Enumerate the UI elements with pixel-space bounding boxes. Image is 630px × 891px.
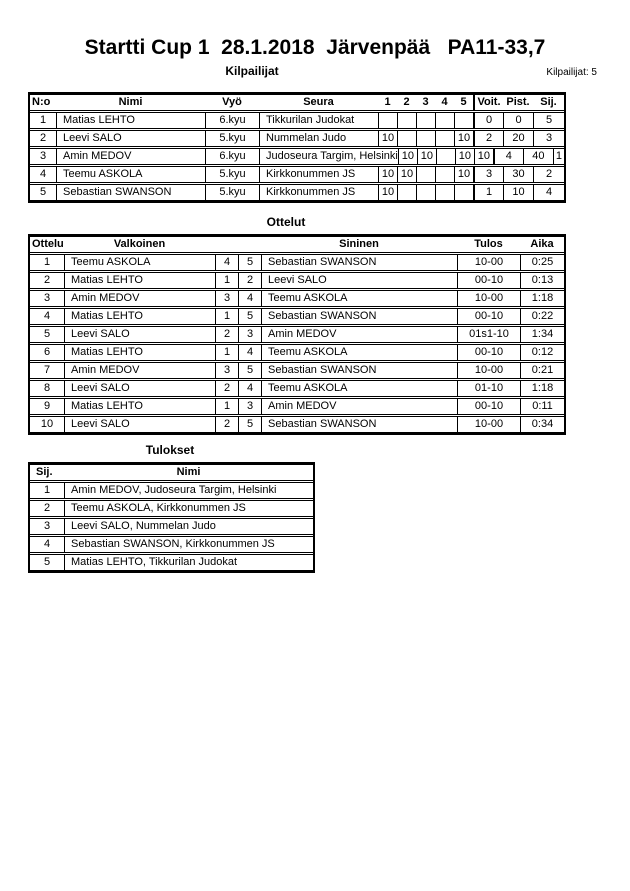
cell-pist: 40 bbox=[523, 149, 553, 164]
cell-blue-number: 4 bbox=[238, 381, 261, 396]
header-vyo: Vyö bbox=[222, 96, 242, 108]
cell-nimi: Teemu ASKOLA bbox=[56, 167, 205, 182]
cell-blue-number: 3 bbox=[238, 399, 261, 414]
section-title-ottelut: Ottelut bbox=[266, 215, 306, 229]
cell-white-number: 2 bbox=[215, 327, 238, 342]
page-title: Startti Cup 1 28.1.2018 Järvenpää PA11-33,7 bbox=[84, 36, 546, 59]
table-row bbox=[30, 344, 564, 361]
header-white-number bbox=[215, 237, 238, 252]
header-round-1: 1 bbox=[384, 96, 391, 108]
cell-place: 5 bbox=[43, 556, 51, 568]
cell-blue-name: Sebastian SWANSON bbox=[261, 363, 457, 378]
cell-competitor: Sebastian SWANSON, Kirkkonummen JS bbox=[64, 537, 313, 552]
cell-white-name: Leevi SALO bbox=[64, 417, 215, 432]
cell-blue-name: Teemu ASKOLA bbox=[261, 345, 457, 360]
cell-time: 1:18 bbox=[520, 381, 564, 396]
header-sij: Sij. bbox=[36, 466, 53, 478]
table-row bbox=[30, 326, 564, 343]
cell-nimi: Matias LEHTO bbox=[56, 113, 205, 128]
table-row bbox=[30, 254, 564, 271]
cell-pist: 0 bbox=[503, 113, 533, 128]
cell-round bbox=[454, 185, 473, 200]
cell-seura: Nummelan Judo bbox=[259, 131, 378, 146]
header-round-2: 2 bbox=[403, 96, 410, 108]
table-row bbox=[30, 184, 564, 201]
header-voit: Voit. bbox=[473, 95, 503, 110]
cell-competitor: Amin MEDOV, Judoseura Targim, Helsinki bbox=[64, 483, 313, 498]
header-round-3: 3 bbox=[422, 96, 429, 108]
cell-result: 01s1-10 bbox=[457, 327, 520, 342]
cell-match-no: 6 bbox=[43, 346, 51, 358]
cell-white-number: 3 bbox=[215, 363, 238, 378]
table-row bbox=[30, 272, 564, 289]
cell-round bbox=[416, 131, 435, 146]
cell-white-name: Matias LEHTO bbox=[64, 309, 215, 324]
cell-sij: 5 bbox=[533, 113, 564, 128]
cell-seura: Judoseura Targim, Helsinki bbox=[259, 149, 398, 164]
cell-round bbox=[416, 185, 435, 200]
cell-pist: 10 bbox=[503, 185, 533, 200]
cell-voit: 1 bbox=[473, 185, 503, 200]
cell-no: 2 bbox=[39, 132, 47, 144]
cell-round bbox=[416, 167, 435, 182]
cell-place: 3 bbox=[43, 520, 51, 532]
cell-result: 00-10 bbox=[457, 309, 520, 324]
cell-white-name: Matias LEHTO bbox=[64, 273, 215, 288]
cell-round: 10 bbox=[417, 149, 436, 164]
cell-white-name: Amin MEDOV bbox=[64, 291, 215, 306]
cell-round bbox=[454, 113, 473, 128]
cell-seura: Tikkurilan Judokat bbox=[259, 113, 378, 128]
cell-place: 1 bbox=[43, 484, 51, 496]
section-title-tulokset: Tulokset bbox=[145, 443, 195, 457]
cell-white-name: Matias LEHTO bbox=[64, 345, 215, 360]
table-row bbox=[30, 536, 313, 553]
table-row bbox=[30, 416, 564, 433]
cell-place: 2 bbox=[43, 502, 51, 514]
cell-blue-number: 3 bbox=[238, 327, 261, 342]
cell-white-number: 1 bbox=[215, 399, 238, 414]
cell-blue-name: Amin MEDOV bbox=[261, 327, 457, 342]
cell-time: 0:22 bbox=[520, 309, 564, 324]
cell-round bbox=[416, 113, 435, 128]
cell-blue-number: 5 bbox=[238, 363, 261, 378]
cell-time: 1:34 bbox=[520, 327, 564, 342]
cell-nimi: Leevi SALO bbox=[56, 131, 205, 146]
cell-round bbox=[436, 149, 455, 164]
competitors-header-row bbox=[30, 94, 564, 111]
header-nimi: Nimi bbox=[118, 96, 143, 108]
cell-round bbox=[435, 167, 454, 182]
cell-white-number: 3 bbox=[215, 291, 238, 306]
cell-match-no: 3 bbox=[43, 292, 51, 304]
cell-result: 10-00 bbox=[457, 291, 520, 306]
cell-no: 5 bbox=[39, 186, 47, 198]
cell-round: 10 bbox=[474, 149, 493, 164]
header-round-5: 5 bbox=[460, 96, 467, 108]
header-tulos: Tulos bbox=[474, 238, 503, 250]
cell-vyo: 6.kyu bbox=[205, 149, 259, 164]
table-row bbox=[30, 112, 564, 129]
cell-round: 10 bbox=[397, 167, 416, 182]
cell-match-no: 10 bbox=[40, 418, 54, 430]
cell-blue-number: 2 bbox=[238, 273, 261, 288]
cell-round: 10 bbox=[378, 185, 397, 200]
cell-blue-name: Teemu ASKOLA bbox=[261, 381, 457, 396]
cell-match-no: 9 bbox=[43, 400, 51, 412]
cell-nimi: Amin MEDOV bbox=[56, 149, 205, 164]
header-aika: Aika bbox=[530, 238, 554, 250]
cell-blue-number: 4 bbox=[238, 291, 261, 306]
cell-round: 10 bbox=[454, 167, 473, 182]
cell-white-name: Amin MEDOV bbox=[64, 363, 215, 378]
results-header-row bbox=[30, 464, 313, 481]
cell-competitor: Matias LEHTO, Tikkurilan Judokat bbox=[64, 555, 313, 570]
cell-result: 00-10 bbox=[457, 273, 520, 288]
header-seura: Seura bbox=[303, 96, 334, 108]
cell-voit: 4 bbox=[493, 149, 523, 164]
cell-vyo: 5.kyu bbox=[205, 167, 259, 182]
cell-white-number: 1 bbox=[215, 309, 238, 324]
table-row bbox=[30, 308, 564, 325]
cell-blue-name: Amin MEDOV bbox=[261, 399, 457, 414]
table-row bbox=[30, 482, 313, 499]
cell-competitor: Teemu ASKOLA, Kirkkonummen JS bbox=[64, 501, 313, 516]
cell-pist: 30 bbox=[503, 167, 533, 182]
cell-pist: 20 bbox=[503, 131, 533, 146]
cell-blue-number: 5 bbox=[238, 417, 261, 432]
table-row bbox=[30, 518, 313, 535]
cell-no: 1 bbox=[39, 114, 47, 126]
cell-blue-name: Sebastian SWANSON bbox=[261, 417, 457, 432]
table-row bbox=[30, 130, 564, 147]
cell-match-no: 8 bbox=[43, 382, 51, 394]
cell-vyo: 5.kyu bbox=[205, 131, 259, 146]
cell-voit: 3 bbox=[473, 167, 503, 182]
table-row bbox=[30, 148, 564, 165]
cell-blue-name: Teemu ASKOLA bbox=[261, 291, 457, 306]
cell-round: 10 bbox=[378, 167, 397, 182]
header-valkoinen: Valkoinen bbox=[113, 238, 166, 250]
table-row bbox=[30, 380, 564, 397]
cell-blue-number: 5 bbox=[238, 255, 261, 270]
cell-sij: 1 bbox=[553, 149, 564, 164]
table-row bbox=[30, 166, 564, 183]
cell-round bbox=[397, 185, 416, 200]
cell-result: 00-10 bbox=[457, 345, 520, 360]
cell-vyo: 6.kyu bbox=[205, 113, 259, 128]
cell-time: 0:21 bbox=[520, 363, 564, 378]
header-nimi: Nimi bbox=[176, 466, 201, 478]
header-sininen: Sininen bbox=[339, 238, 379, 250]
cell-white-name: Teemu ASKOLA bbox=[64, 255, 215, 270]
table-row bbox=[30, 554, 313, 571]
cell-nimi: Sebastian SWANSON bbox=[56, 185, 205, 200]
cell-voit: 2 bbox=[473, 131, 503, 146]
header-round-4: 4 bbox=[441, 96, 448, 108]
cell-round bbox=[397, 131, 416, 146]
cell-time: 1:18 bbox=[520, 291, 564, 306]
cell-blue-name: Sebastian SWANSON bbox=[261, 309, 457, 324]
header-sij: Sij. bbox=[540, 96, 557, 108]
cell-white-number: 1 bbox=[215, 273, 238, 288]
cell-white-name: Leevi SALO bbox=[64, 327, 215, 342]
cell-match-no: 7 bbox=[43, 364, 51, 376]
cell-seura: Kirkkonummen JS bbox=[259, 185, 378, 200]
cell-competitor: Leevi SALO, Nummelan Judo bbox=[64, 519, 313, 534]
cell-time: 0:13 bbox=[520, 273, 564, 288]
cell-round bbox=[435, 113, 454, 128]
table-row bbox=[30, 362, 564, 379]
cell-round bbox=[397, 113, 416, 128]
cell-white-number: 2 bbox=[215, 417, 238, 432]
cell-result: 00-10 bbox=[457, 399, 520, 414]
cell-blue-number: 4 bbox=[238, 345, 261, 360]
header-pist: Pist. bbox=[506, 96, 530, 108]
cell-match-no: 5 bbox=[43, 328, 51, 340]
cell-no: 4 bbox=[39, 168, 47, 180]
cell-round bbox=[435, 131, 454, 146]
cell-white-number: 4 bbox=[215, 255, 238, 270]
header-ottelu: Ottelu bbox=[32, 238, 64, 250]
cell-round: 10 bbox=[378, 131, 397, 146]
cell-white-name: Leevi SALO bbox=[64, 381, 215, 396]
cell-result: 10-00 bbox=[457, 255, 520, 270]
cell-white-number: 2 bbox=[215, 381, 238, 396]
cell-sij: 2 bbox=[533, 167, 564, 182]
cell-place: 4 bbox=[43, 538, 51, 550]
competitor-count: Kilpailijat: 5 bbox=[546, 67, 597, 78]
cell-white-name: Matias LEHTO bbox=[64, 399, 215, 414]
matches-header-row bbox=[30, 236, 564, 253]
cell-round: 10 bbox=[398, 149, 417, 164]
table-row bbox=[30, 290, 564, 307]
cell-round bbox=[378, 113, 397, 128]
cell-time: 0:12 bbox=[520, 345, 564, 360]
competitors-table bbox=[28, 92, 566, 203]
table-row bbox=[30, 500, 313, 517]
cell-time: 0:25 bbox=[520, 255, 564, 270]
cell-blue-name: Leevi SALO bbox=[261, 273, 457, 288]
cell-blue-number: 5 bbox=[238, 309, 261, 324]
cell-result: 01-10 bbox=[457, 381, 520, 396]
section-title-kilpailijat: Kilpailijat bbox=[225, 64, 279, 78]
cell-vyo: 5.kyu bbox=[205, 185, 259, 200]
cell-time: 0:34 bbox=[520, 417, 564, 432]
cell-blue-name: Sebastian SWANSON bbox=[261, 255, 457, 270]
cell-match-no: 4 bbox=[43, 310, 51, 322]
matches-table bbox=[28, 234, 566, 435]
cell-result: 10-00 bbox=[457, 417, 520, 432]
cell-no: 3 bbox=[39, 150, 47, 162]
cell-round: 10 bbox=[454, 131, 473, 146]
cell-sij: 3 bbox=[533, 131, 564, 146]
cell-time: 0:11 bbox=[520, 399, 564, 414]
cell-voit: 0 bbox=[473, 113, 503, 128]
cell-result: 10-00 bbox=[457, 363, 520, 378]
cell-match-no: 1 bbox=[43, 256, 51, 268]
cell-round bbox=[435, 185, 454, 200]
cell-sij: 4 bbox=[533, 185, 564, 200]
results-table bbox=[28, 462, 315, 573]
cell-match-no: 2 bbox=[43, 274, 51, 286]
cell-white-number: 1 bbox=[215, 345, 238, 360]
cell-seura: Kirkkonummen JS bbox=[259, 167, 378, 182]
header-no: N:o bbox=[32, 96, 51, 108]
cell-round: 10 bbox=[455, 149, 474, 164]
header-blue-number bbox=[238, 237, 261, 252]
table-row bbox=[30, 398, 564, 415]
